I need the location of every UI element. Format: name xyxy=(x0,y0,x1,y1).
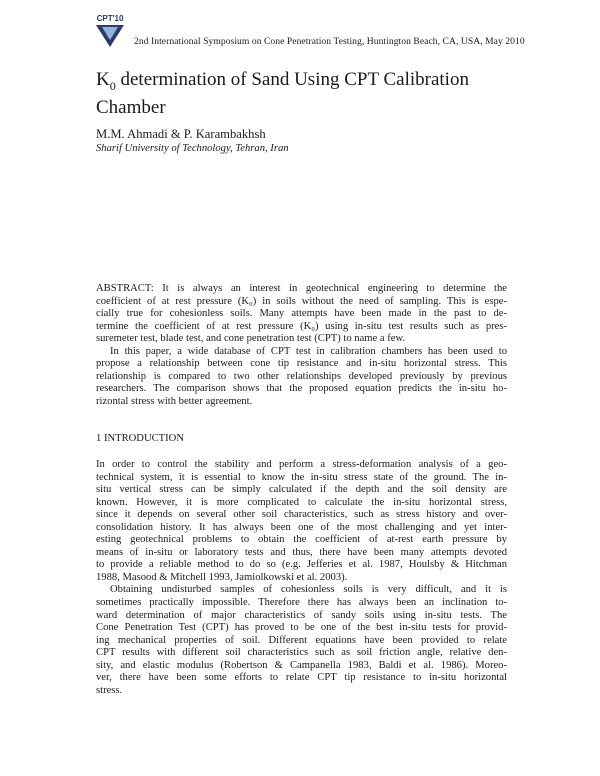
title-line2: Chamber xyxy=(96,96,166,118)
title-subscript: 0 xyxy=(109,78,116,93)
text-line: CPT results with different soil characteristics such as soil friction angle, relative den- xyxy=(96,647,507,659)
conference-logo xyxy=(93,14,127,50)
title-k: K xyxy=(96,69,110,90)
text-line: rizontal stress with better agreement. xyxy=(96,395,253,407)
text-line: since it depends on several other soil characteristics, such as stress history and over- xyxy=(96,509,507,521)
authors: M.M. Ahmadi & P. Karambakhsh xyxy=(96,127,266,141)
text-line: researchers. The comparison shows that the proposed equation predicts the in-situ ho- xyxy=(96,383,507,395)
text-line: ward determination of major characteristics of sandy soils using in-situ tests. The xyxy=(96,609,507,621)
text-line: suremeter test, blade test, and cone penetration test (CPT) to name a few. xyxy=(96,333,406,345)
text-line: sity, and elastic modulus (Robertson & Campanella 1983, Baldi et al. 1986). Moreo- xyxy=(96,659,507,671)
text-line: consolidation history. It has always been one of the most challenging and yet inter- xyxy=(96,521,507,533)
abstract-paragraph-2 xyxy=(96,346,507,409)
text-line: ABSTRACT: It is always an interest in geotechnical engineering to determine the xyxy=(96,283,507,294)
running-head: 2nd International Symposium on Cone Penetration Testing, Huntington Beach, CA, USA, May 2010 xyxy=(134,36,525,47)
text-line: termine the coefficient of at rest pressure (K₀) using in-situ test results such as pres- xyxy=(96,320,507,332)
paper-title xyxy=(96,69,516,118)
text-line: ver, there have been some efforts to relate CPT tip resistance to in-situ horizontal xyxy=(96,672,507,684)
intro-paragraph-2 xyxy=(96,584,507,697)
text-line: to provide a reliable method to do so (e.g. Jefferies et al. 1987, Houlsby & Hitchman xyxy=(96,559,507,571)
text-line: situ vertical stress can be simply calculated if the depth and the soil density are xyxy=(96,484,507,496)
text-line: technical system, it is essential to know the in-situ stress state of the ground. The in- xyxy=(96,471,507,483)
text-line: known. However, it is more complicated to calculate the in-situ horizontal stress, xyxy=(96,496,507,508)
text-line: cially true for cohesionless soils. Many attempts have been made in the past to de- xyxy=(96,308,507,320)
abstract-paragraph-1 xyxy=(96,283,507,346)
text-line: relationship is compared to two other relationships developed previously by previous xyxy=(96,370,507,382)
title-line1: determination of Sand Using CPT Calibration xyxy=(115,69,469,90)
text-line: ing mechanical properties of soil. Different equations have been provided to relate xyxy=(96,634,507,646)
text-line: means of in-situ or laboratory tests and thus, there have been many attempts devoted xyxy=(96,546,507,558)
text-line: 1988, Masood & Mitchell 1993, Jamiolkowski et al. 2003). xyxy=(96,571,348,583)
logo-text: CPT'10 xyxy=(96,14,124,23)
text-line: stress. xyxy=(96,684,123,696)
abstract xyxy=(96,283,507,408)
introduction-body xyxy=(96,459,507,697)
text-line: esting geotechnical problems to obtain the coefficient of at-rest earth pressure by xyxy=(96,534,507,546)
text-line: Obtaining undisturbed samples of cohesionless soils is very difficult, and it is xyxy=(110,584,507,596)
text-line: coefficient of at rest pressure (K₀) in soils without the need of sampling. This is espe- xyxy=(96,295,507,307)
text-line: sometimes practically impossible. Therefore there has always been an inclination to- xyxy=(96,597,507,609)
text-line: In order to control the stability and perform a stress-deformation analysis of a geo- xyxy=(96,459,507,470)
text-line: In this paper, a wide database of CPT test in calibration chambers has been used to xyxy=(110,345,507,357)
affiliation: Sharif University of Technology, Tehran, Iran xyxy=(96,143,289,154)
intro-paragraph-1 xyxy=(96,459,507,584)
text-line: propose a relationship between cone tip resistance and in-situ horizontal stress. This xyxy=(96,358,507,370)
section-heading: 1 INTRODUCTION xyxy=(96,433,184,444)
text-line: Cone Penetration Test (CPT) has proved to be one of the best in-situ tests for provid- xyxy=(96,622,507,634)
